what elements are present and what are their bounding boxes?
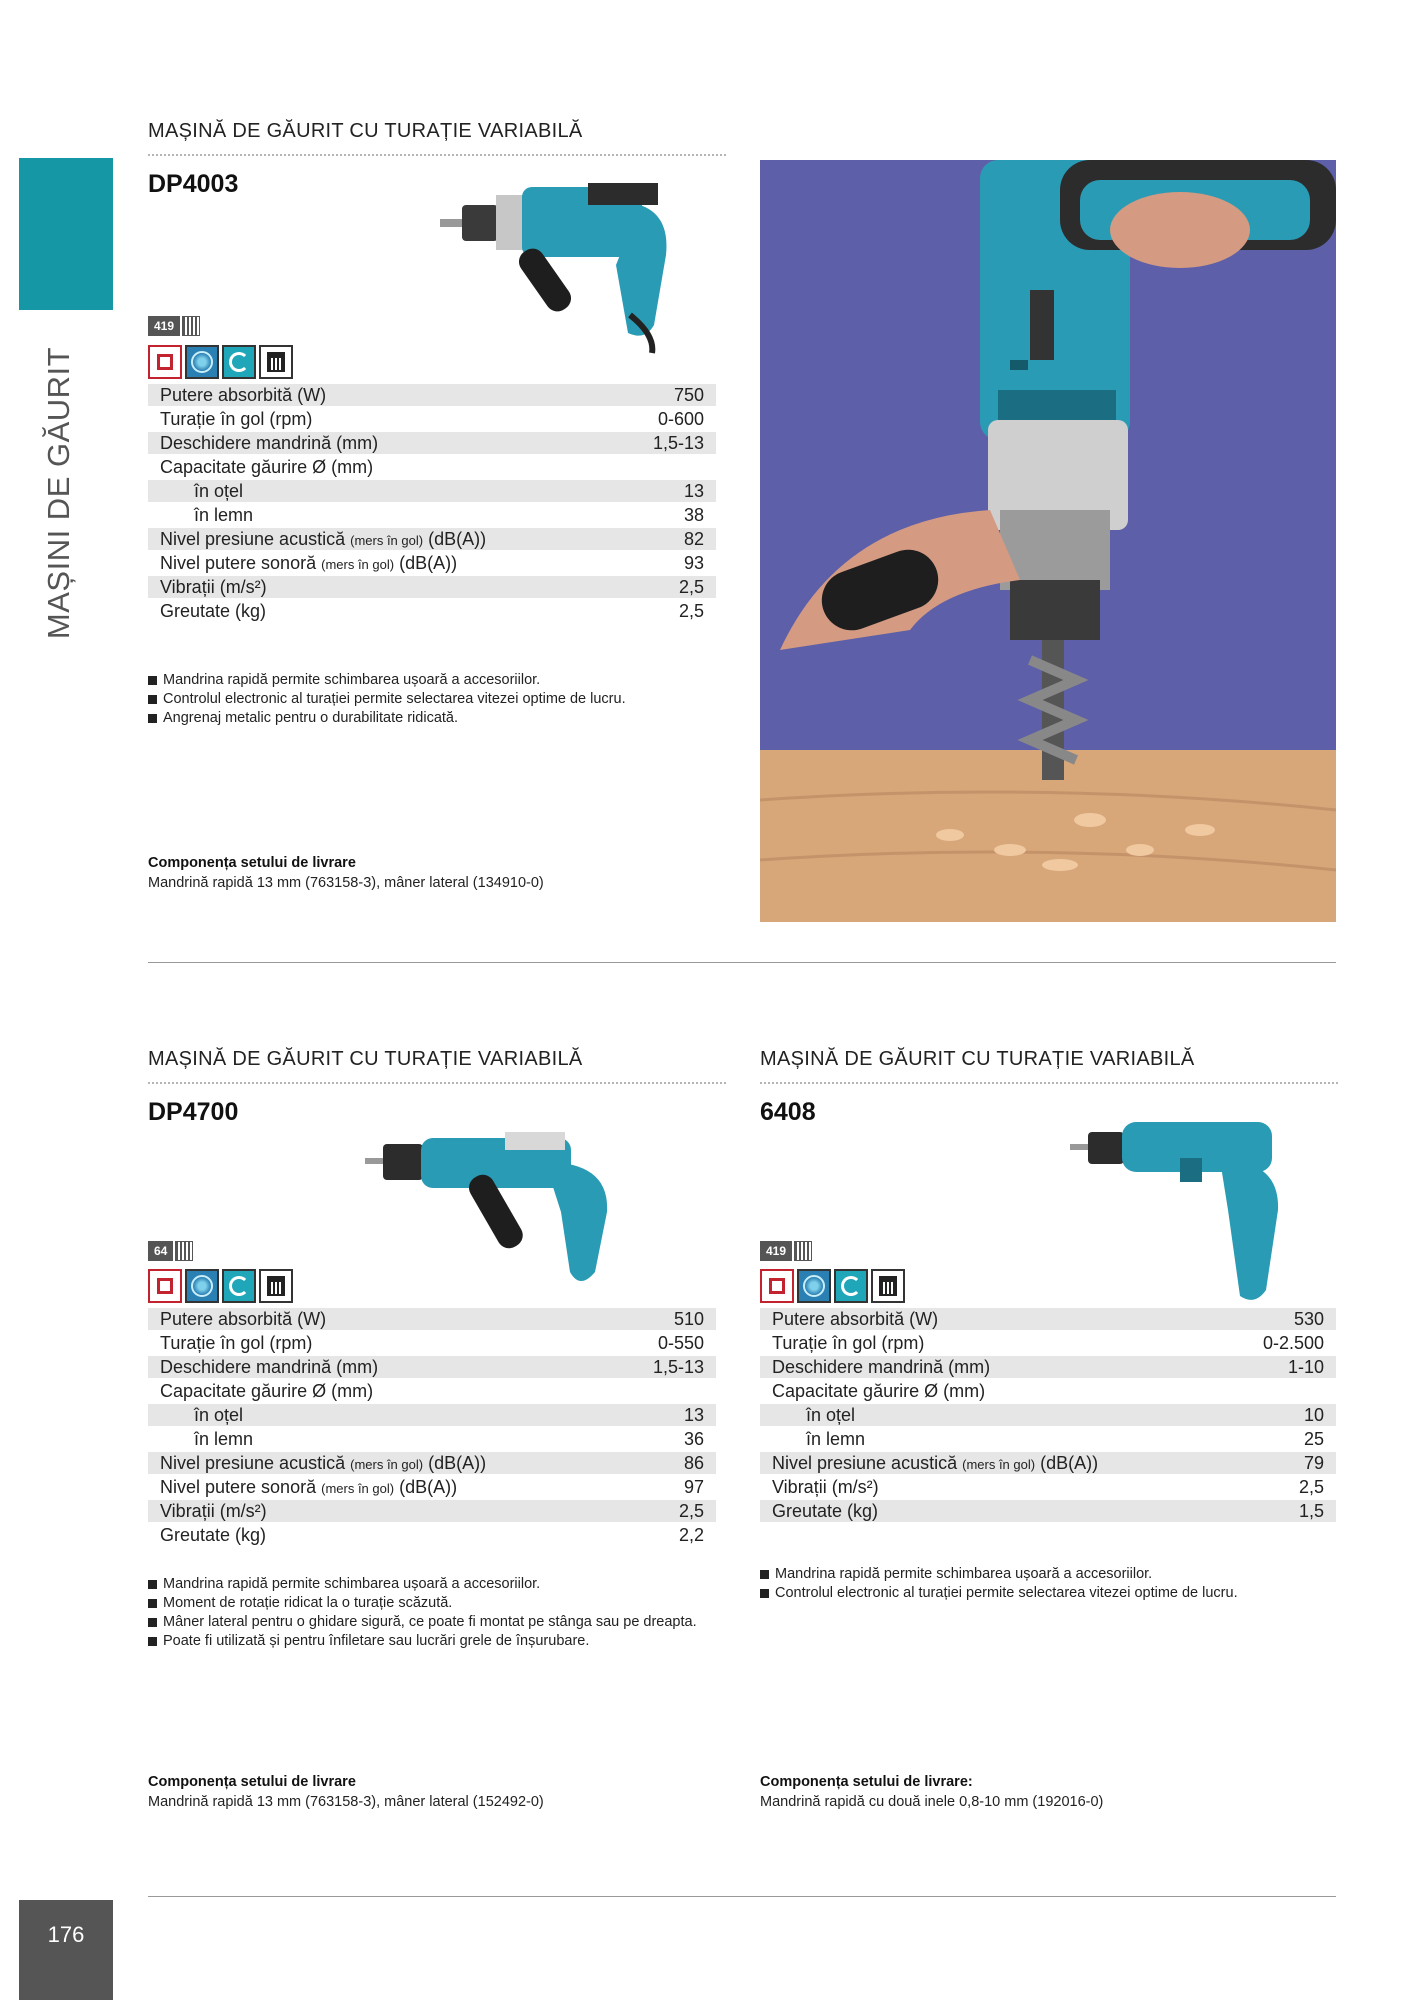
spec-row: Deschidere mandrină (mm) 1-10	[760, 1356, 1336, 1378]
package-contents: Mandrină rapidă cu două inele 0,8-10 mm (192016-0)	[760, 1794, 1104, 1810]
spec-row: Capacitate găurire Ø (mm)	[160, 1381, 374, 1401]
package-title: Componența setului de livrare:	[760, 1774, 973, 1790]
spec-row: Putere absorbită (W) 530	[760, 1308, 1336, 1330]
global-warranty-icon	[797, 1269, 831, 1303]
feature-icons	[148, 1269, 293, 1303]
section-divider	[148, 962, 1336, 963]
side-category-text: MAȘINI DE GĂURIT	[41, 346, 76, 640]
package-badge	[148, 1240, 193, 1261]
spec-row: Vibrații (m/s²) 2,5	[772, 1477, 1324, 1497]
feature-item: Mâner lateral pentru o ghidare sigură, ce poate fi montat pe stânga sau pe dreapta.	[148, 1613, 718, 1632]
brush-icon	[259, 1269, 293, 1303]
spec-row: Vibrații (m/s²) 2,5	[148, 1500, 716, 1522]
spec-row: Nivel presiune acustică (mers în gol) (dB(A)) 79	[760, 1452, 1336, 1474]
drill-image-dp4003	[440, 175, 690, 355]
double-insulation-icon	[148, 345, 182, 379]
spec-row: în lemn 36	[194, 1429, 704, 1449]
feature-item: Angrenaj metalic pentru o durabilitate ridicată.	[148, 709, 718, 728]
heading-rule	[148, 154, 726, 156]
feature-item: Controlul electronic al turației permite selectarea vitezei optime de lucru.	[760, 1584, 1336, 1603]
spec-row: Capacitate găurire Ø (mm)	[160, 457, 374, 477]
feature-item: Poate fi utilizată și pentru înfiletare sau lucrări grele de înșurubare.	[148, 1632, 718, 1651]
feature-list	[760, 1565, 1336, 1603]
product-model: DP4700	[148, 1098, 239, 1126]
spec-row: Turație în gol (rpm) 0-550	[160, 1333, 704, 1353]
feature-list	[148, 1575, 718, 1651]
spec-row: Greutate (kg) 2,2	[160, 1525, 704, 1545]
spec-row: Deschidere mandrină (mm) 1,5-13	[148, 1356, 716, 1378]
spec-row: Turație în gol (rpm) 0-600	[160, 409, 704, 429]
package-badge	[148, 315, 200, 336]
spec-row: în lemn 38	[194, 505, 704, 525]
barcode-icon	[794, 1241, 812, 1261]
package-badge	[760, 1240, 812, 1261]
spec-row: Vibrații (m/s²) 2,5	[148, 576, 716, 598]
spec-row: Greutate (kg) 1,5	[760, 1500, 1336, 1522]
feature-item: Mandrina rapidă permite schimbarea ușoară a accesoriilor.	[760, 1565, 1336, 1584]
global-warranty-icon	[185, 1269, 219, 1303]
spec-row: Nivel presiune acustică (mers în gol) (dB(A)) 86	[148, 1452, 716, 1474]
product-model: DP4003	[148, 170, 239, 198]
product-photo-drilling-wood	[760, 160, 1336, 922]
spec-row: Putere absorbită (W) 510	[148, 1308, 716, 1330]
spec-row: Nivel putere sonoră (mers în gol) (dB(A)) 93	[160, 553, 704, 573]
spec-row: în oțel 10	[760, 1404, 1336, 1426]
barcode-icon	[175, 1241, 193, 1261]
package-quantity: 64	[148, 1241, 173, 1261]
feature-item: Mandrina rapidă permite schimbarea ușoară a accesoriilor.	[148, 671, 718, 690]
package-title: Componența setului de livrare	[148, 1774, 356, 1790]
package-quantity: 419	[148, 316, 180, 336]
service-cycle-icon	[834, 1269, 868, 1303]
package-contents: Mandrină rapidă 13 mm (763158-3), mâner lateral (134910-0)	[148, 875, 544, 891]
brush-icon	[871, 1269, 905, 1303]
spec-row: Capacitate găurire Ø (mm)	[772, 1381, 986, 1401]
service-cycle-icon	[222, 345, 256, 379]
page-number: 176	[47, 1922, 85, 1947]
spec-row: Deschidere mandrină (mm) 1,5-13	[148, 432, 716, 454]
product-heading: MAȘINĂ DE GĂURIT CU TURAȚIE VARIABILĂ	[148, 120, 583, 142]
heading-rule	[148, 1082, 726, 1084]
spec-row: Greutate (kg) 2,5	[160, 601, 704, 621]
package-quantity: 419	[760, 1241, 792, 1261]
global-warranty-icon	[185, 345, 219, 379]
side-accent-tab	[19, 158, 113, 310]
product-heading: MAȘINĂ DE GĂURIT CU TURAȚIE VARIABILĂ	[760, 1048, 1195, 1070]
drill-image-dp4700	[365, 1122, 625, 1297]
feature-item: Controlul electronic al turației permite selectarea vitezei optime de lucru.	[148, 690, 718, 709]
spec-row: în oțel 13	[148, 480, 716, 502]
spec-row: Putere absorbită (W) 750	[148, 384, 716, 406]
double-insulation-icon	[148, 1269, 182, 1303]
spec-row: Nivel presiune acustică (mers în gol) (dB(A)) 82	[148, 528, 716, 550]
feature-icons	[760, 1269, 905, 1303]
product-model: 6408	[760, 1098, 816, 1126]
spec-row: Turație în gol (rpm) 0-2.500	[772, 1333, 1324, 1353]
feature-icons	[148, 345, 293, 379]
footer-divider	[148, 1896, 1336, 1897]
spec-row: Nivel putere sonoră (mers în gol) (dB(A)) 97	[160, 1477, 704, 1497]
feature-item: Moment de rotație ridicat la o turație scăzută.	[148, 1594, 718, 1613]
page-number-box	[19, 1900, 113, 2000]
spec-row: în lemn 25	[806, 1429, 1324, 1449]
barcode-icon	[182, 316, 200, 336]
drill-image-6408	[1070, 1110, 1300, 1310]
package-contents: Mandrină rapidă 13 mm (763158-3), mâner lateral (152492-0)	[148, 1794, 544, 1810]
product-heading: MAȘINĂ DE GĂURIT CU TURAȚIE VARIABILĂ	[148, 1048, 583, 1070]
service-cycle-icon	[222, 1269, 256, 1303]
package-title: Componența setului de livrare	[148, 855, 356, 871]
feature-item: Mandrina rapidă permite schimbarea ușoară a accesoriilor.	[148, 1575, 718, 1594]
feature-list	[148, 671, 718, 728]
heading-rule	[760, 1082, 1338, 1084]
brush-icon	[259, 345, 293, 379]
double-insulation-icon	[760, 1269, 794, 1303]
spec-row: în oțel 13	[148, 1404, 716, 1426]
